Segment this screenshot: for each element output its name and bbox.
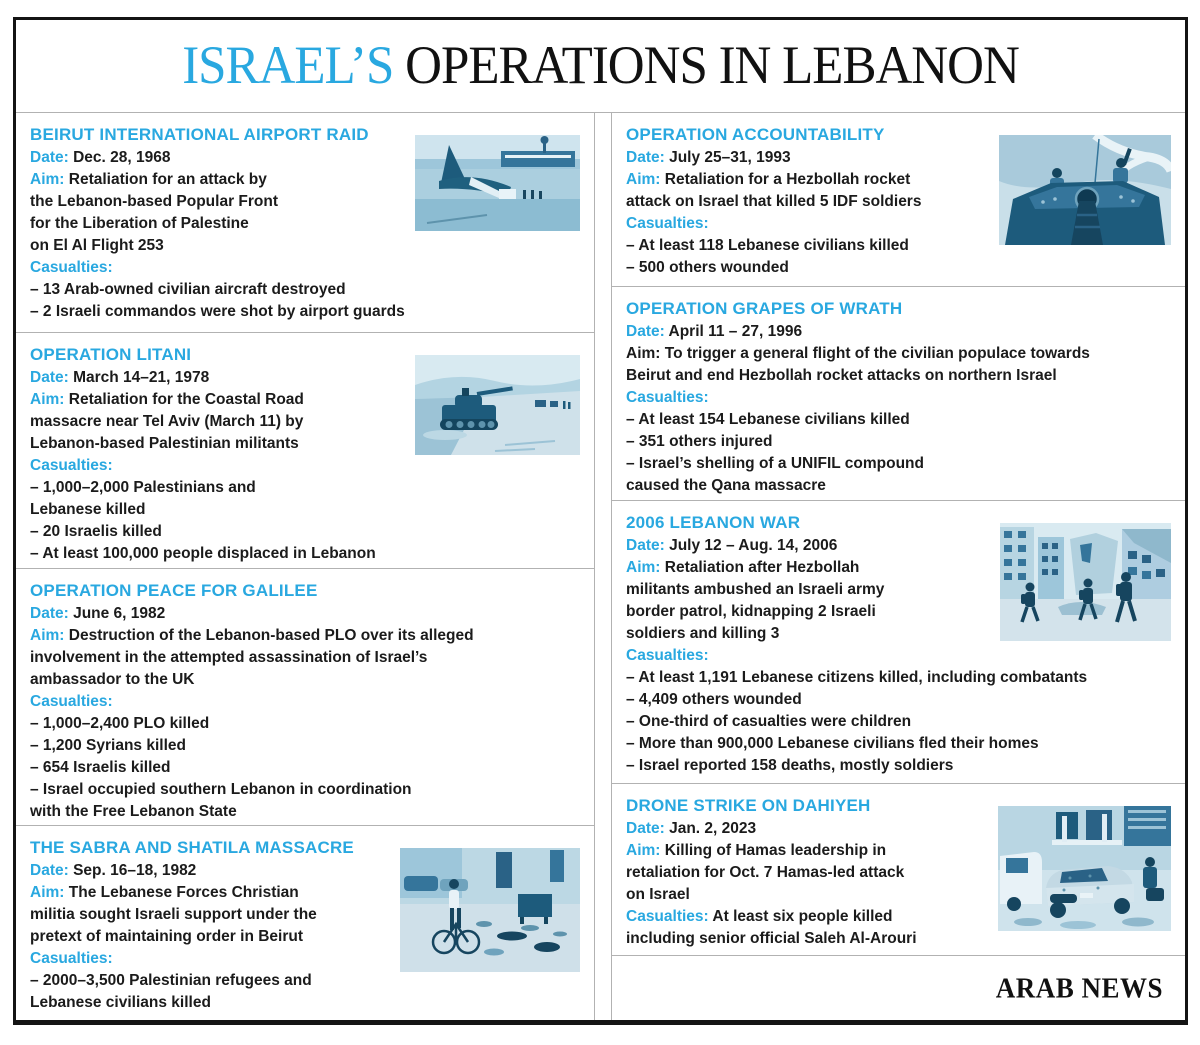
event-text-line: Casualties: (30, 950, 113, 967)
event-text-line: Casualties: (626, 647, 709, 664)
event-text-line: for the Liberation of Palestine (30, 215, 249, 232)
accountability-tank-photo (999, 135, 1171, 245)
event-text-line: – 2000–3,500 Palestinian refugees and (30, 972, 312, 989)
event-text-line: – 654 Israelis killed (30, 759, 171, 776)
event-text-line: Aim: Destruction of the Lebanon-based PLO over its alleged (30, 627, 474, 644)
event-text-line: Aim: Retaliation for the Coastal Road (30, 391, 304, 408)
event-card-operation-accountability (612, 113, 1185, 287)
event-text-line: border patrol, kidnapping 2 Israeli (626, 603, 876, 620)
event-text-line: soldiers and killing 3 (626, 625, 780, 642)
event-text-line: militants ambushed an Israeli army (626, 581, 885, 598)
event-card-operation-litani (16, 333, 594, 569)
event-text-line: – 1,200 Syrians killed (30, 737, 186, 754)
event-text-line: including senior official Saleh Al-Arouri (626, 930, 917, 947)
event-text-line: massacre near Tel Aviv (March 11) by (30, 413, 304, 430)
event-text-line: with the Free Lebanon State (30, 803, 237, 820)
event-title: OPERATION ACCOUNTABILITY (626, 125, 885, 144)
event-text-line: Date: Dec. 28, 1968 (30, 149, 171, 166)
event-text-line: – 500 others wounded (626, 259, 789, 276)
event-text-line: – More than 900,000 Lebanese civilians fled their homes (626, 735, 1039, 752)
event-text-line: involvement in the attempted assassination of Israel’s (30, 649, 428, 666)
page-title-accent: ISRAEL’S (182, 36, 394, 96)
event-text-line: – At least 100,000 people displaced in Lebanon (30, 545, 376, 562)
event-text-line: militia sought Israeli support under the (30, 906, 317, 923)
event-text-line: Lebanese civilians killed (30, 994, 211, 1011)
event-title: 2006 LEBANON WAR (626, 513, 801, 532)
event-text-line: Casualties: (30, 693, 113, 710)
event-text-line: on El Al Flight 253 (30, 237, 164, 254)
event-text-line: Casualties: (626, 215, 709, 232)
lebanon-war-street-photo (1000, 523, 1171, 641)
column-gap (595, 113, 611, 1020)
footer (612, 956, 1185, 1020)
event-text-line: the Lebanon-based Popular Front (30, 193, 279, 210)
event-text-line: Date: July 25–31, 1993 (626, 149, 791, 166)
event-text-line: on Israel (626, 886, 690, 903)
event-text-line: Lebanon-based Palestinian militants (30, 435, 299, 452)
event-card-beirut-international-airport-raid (16, 113, 594, 333)
airport-raid-photo (415, 135, 580, 231)
event-text-line: – 1,000–2,000 Palestinians and (30, 479, 256, 496)
event-text-line: – 4,409 others wounded (626, 691, 802, 708)
event-text-line: Casualties: (30, 457, 113, 474)
event-title: THE SABRA AND SHATILA MASSACRE (30, 838, 354, 857)
page-title (182, 35, 1019, 96)
column-right (611, 113, 1185, 1020)
event-title: OPERATION PEACE FOR GALILEE (30, 581, 318, 600)
event-text-line: Lebanese killed (30, 501, 146, 518)
event-text-line: Aim: Retaliation for an attack by (30, 171, 267, 188)
event-text-line: Beirut and end Hezbollah rocket attacks on northern Israel (626, 367, 1057, 384)
event-text-line: Casualties: At least six people killed (626, 908, 893, 925)
event-title: OPERATION GRAPES OF WRATH (626, 299, 903, 318)
event-text-line: – Israel reported 158 deaths, mostly soldiers (626, 757, 954, 774)
event-text-line: – 20 Israelis killed (30, 523, 162, 540)
dahiyeh-car-photo (998, 806, 1171, 931)
event-text-line: Date: March 14–21, 1978 (30, 369, 210, 386)
event-text-line: Aim: Killing of Hamas leadership in (626, 842, 887, 859)
sabra-shatila-street-photo (400, 848, 580, 972)
event-text-line: – One-third of casualties were children (626, 713, 912, 730)
event-text-line: caused the Qana massacre (626, 477, 826, 494)
event-text-line: attack on Israel that killed 5 IDF soldiers (626, 193, 922, 210)
event-text-line: retaliation for Oct. 7 Hamas-led attack (626, 864, 905, 881)
event-text-line: – 1,000–2,400 PLO killed (30, 715, 210, 732)
event-text-line: – 351 others injured (626, 433, 773, 450)
event-text-line: Aim: To trigger a general flight of the civilian populace towards (626, 345, 1090, 362)
event-title: OPERATION LITANI (30, 345, 192, 364)
event-card-sabra-and-shatila-massacre (16, 826, 594, 1020)
event-text-line: – At least 154 Lebanese civilians killed (626, 411, 910, 428)
event-card-drone-strike-on-dahiyeh (612, 784, 1185, 956)
event-text-line: – At least 118 Lebanese civilians killed (626, 237, 909, 254)
event-text-line: Date: July 12 – Aug. 14, 2006 (626, 537, 838, 554)
page-title-rest: OPERATIONS IN LEBANON (393, 36, 1019, 96)
infographic-frame (13, 17, 1188, 1025)
masthead (16, 20, 1185, 113)
event-text-line: Casualties: (626, 389, 709, 406)
event-text-line: Aim: The Lebanese Forces Christian (30, 884, 299, 901)
event-text-line: Casualties: (30, 259, 113, 276)
event-text-line: – 2 Israeli commandos were shot by airport guards (30, 303, 405, 320)
event-text-line: pretext of maintaining order in Beirut (30, 928, 303, 945)
event-card-2006-lebanon-war (612, 501, 1185, 784)
event-text-line: Date: June 6, 1982 (30, 605, 166, 622)
event-title: DRONE STRIKE ON DAHIYEH (626, 796, 871, 815)
event-text-line: – 13 Arab-owned civilian aircraft destroyed (30, 281, 346, 298)
column-left (16, 113, 595, 1020)
event-text-line: Aim: Retaliation after Hezbollah (626, 559, 860, 576)
event-text-line: – Israel occupied southern Lebanon in coordination (30, 781, 412, 798)
event-title: BEIRUT INTERNATIONAL AIRPORT RAID (30, 125, 369, 144)
event-card-operation-peace-for-galilee (16, 569, 594, 826)
event-text-line: Date: Sep. 16–18, 1982 (30, 862, 197, 879)
columns (16, 113, 1185, 1020)
event-text-line: Date: April 11 – 27, 1996 (626, 323, 803, 340)
litani-tank-photo (415, 355, 580, 455)
event-text-line: – At least 1,191 Lebanese citizens killed, including combatants (626, 669, 1088, 686)
event-text-line: ambassador to the UK (30, 671, 195, 688)
event-text-line: Date: Jan. 2, 2023 (626, 820, 757, 837)
event-card-operation-grapes-of-wrath (612, 287, 1185, 501)
event-text-line: Aim: Retaliation for a Hezbollah rocket (626, 171, 911, 188)
brand-logo: ARAB NEWS (995, 971, 1163, 1004)
event-text-line: – Israel’s shelling of a UNIFIL compound (626, 455, 924, 472)
